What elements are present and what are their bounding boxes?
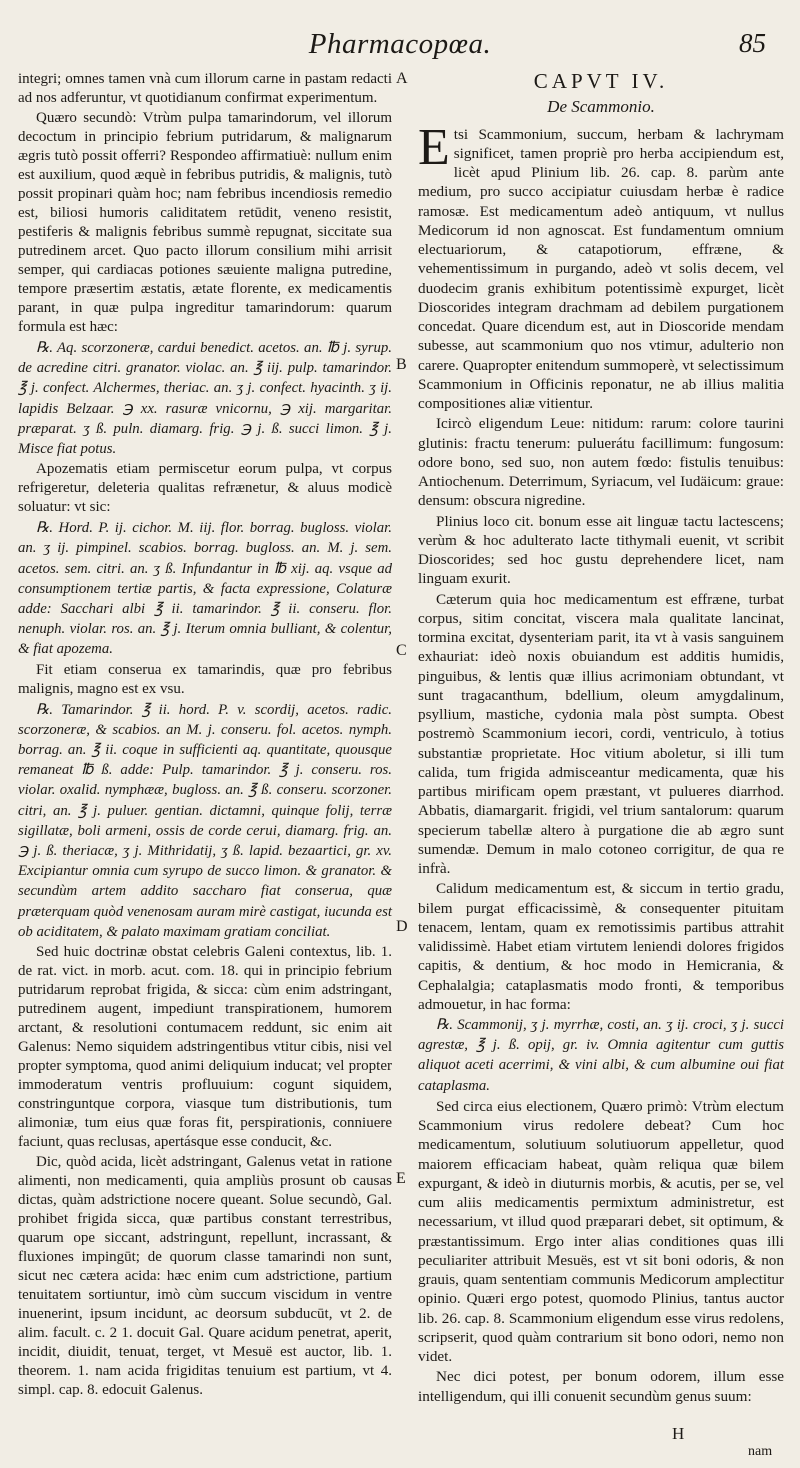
left-paragraph-5: Sed huic doctrinæ obstat celebris Galeni contextus, lib. 1. de rat. vict. in morb. acut. com. 18. qui in principio febrium putridarum reprobat frigida, & sicca: cùm enim adstringant, putredinem augent, impediunt transpirationem, humorem arctant, & resolutioni contumacem reddunt, sic enim ait Galenus: Nemo siquidem adstringentibus vtitur cibis, nisi vel propter symptoma, quod animi deliquium inducat; vel propter immoderatum ventris profluuium: cogunt siquidem, constringuntque corpora, viasque tum distributionis, tum alimoniæ, tum eius quæ foras fit, perspirationis, conniuere faciunt, quas reclusas, apertásque esse conducit, &c. bbox=[18, 944, 392, 1151]
right-paragraph-2: Icircò eligendum Leue: nitidum: rarum: colore taurini glutinis: fractu tenerum: puluerátu facillimum: fungosum: odore bono, sed suo, non autem fœdo: fistulis tenuibus: Antiochenum. Deterrimum, Syriacum, vel Iudäicum: graue: densum: obscura nigredine. bbox=[418, 415, 784, 510]
right-paragraph-5: Calidum medicamentum est, & siccum in tertio gradu, bilem purgat efficacissimè, & consequenter pituitam tenacem, lentam, quam ex remotissimis partibus attrahit validissimè. Habet etiam virtutem leniendi dolores frigidos capitis, & dentium, & hoc modo in Hemicrania, & Cephalalgia; cataplasmatis modo fronti, & temporibus admouetur, in hac forma: bbox=[418, 880, 784, 1013]
right-prescription-1: ℞. Scammonij, ʒ j. myrrhæ, costi, an. ʒ ij. croci, ʒ j. succi agrestæ, ℥ j. ß. opij, gr. iv. Omnia agitentur cum guttis aliquot aceti acerrimi, & vini albi, & cum albumine oui fiat cataplasma. bbox=[418, 1017, 784, 1094]
margin-letter-e: E bbox=[396, 1170, 406, 1187]
right-paragraph-6: Sed circa eius electionem, Quæro primò: Vtrùm electum Scammonium virus redolere debeat? Cum hoc medicamentum, solutiuum solutiuorum appelletur, quod maiorem efficaciam habeat, quàm reliqua quæ bilem expurgant, & ideò in diuturnis morbis, & acutis, per se, vel cum aliis medicamentis permixtum administretur, est necessarium, vt illud quod præparari debet, sit optimum, & præstantissimum. Ergo inter alias conditiones quas illi peculiariter attribuit Mesuës, est vt sit boni odoris, & non grauis, quam sententiam communis Medicorum amplectitur opinio. Quæri ergo potest, quomodo Plinius, tantus auctor lib. 26. cap. 8. Scammonium eligendum esse virus redolens, scripserit, quod quàm contrarium sit bono odori, nemo non videt. bbox=[418, 1097, 784, 1366]
drop-cap: E bbox=[418, 118, 450, 176]
left-paragraph-4: Fit etiam conserua ex tamarindis, quæ pro febribus malignis, magno est ex vsu. bbox=[18, 661, 392, 697]
chapter-subtitle: De Scammonio. bbox=[547, 97, 655, 117]
margin-letter-d: D bbox=[396, 918, 408, 935]
right-paragraph-1-text: tsi Scammonium, succum, herbam & lachrymam significet, tamen propriè pro herba accipiendum est, licèt apud Plinium lib. 26. cap. 8. parùm ante medium, pro succo accipiatur cuiusdam herbæ è radice ramosæ. Est medicamentum adeò antiquum, vt nullus Medicorum id non agnoscat. Est fundamentum omnium electuariorum, & catapotiorum, effræne, & vehementissimum in purgando, adeò vt solis decem, vel duodecim granis exhibitum potentissimè expurget, licèt Dioscorides integram drachmam ad debilem purgationem concedat. Quare dicendum est, aut in Dioscoride mendam subesse, aut scammonium quo nos vtimur, adulterio non carere. Quapropter enitendum summoperè, vt selectissimum Scammonium in Officinis reponatur, ne ab illius malitia compositiones aliæ vitientur. bbox=[418, 125, 784, 412]
left-paragraph-1: integri; omnes tamen vnà cum illorum carne in pastam redacti ad nos adferuntur, vt quotidianum confirmat experimentum. bbox=[18, 71, 392, 106]
running-title: Pharmacopœa. bbox=[308, 28, 492, 60]
chapter-heading: CAPVT IV. bbox=[533, 69, 669, 93]
left-paragraph-3: Apozematis etiam permiscetur eorum pulpa, vt corpus refrigeretur, deleteria qualitas refrænetur, & aluus modicè soluatur: vt sic: bbox=[18, 461, 392, 516]
left-prescription-1: ℞. Aq. scorzoneræ, cardui benedict. acetos. an. ℔ j. syrup. de acredine citri. granator. violac. an. ℥ iij. pulp. tamarindor. ℥ j. confect. Alchermes, theriac. an. ʒ j. confect. hyacinth. ʒ ij. lapidis Belzaar. ℈ xx. rasuræ vnicornu, ℈ xij. margaritar. præparat. ʒ ß. puln. diamarg. frig. ℈ j. ß. succi limon. ℥ j. Misce fiat potus. bbox=[18, 340, 392, 458]
catchword: nam bbox=[748, 1444, 773, 1459]
right-column bbox=[418, 70, 784, 1407]
left-paragraph-2: Quæro secundò: Vtrùm pulpa tamarindorum, vel illorum decoctum in principio febrium putridarum, & malignarum ægris tutò possit offerri? Respondeo affirmatiuè: nullum enim est auxilium, quod æquè in febribus putridis, & malignis, tutò possit propinari quàm hoc; nam febribus incendiosis remedio est, biliosi humoris caliditatem retūdit, veneno resistit, pestiferis & malignis febribus summè repugnat, siccitate sua putredinem arcet. Quo pacto illorum consilium mihi arrisit semper, qui cardiacas potiones sæuiente maligna putredine, tempore præsertim æstatis, ætate florente, ex medicamentis parant, in quæ pulpa ingreditur tamarindorum: quarum formula est hæc: bbox=[18, 110, 392, 335]
margin-letter-b: B bbox=[396, 356, 407, 373]
left-column bbox=[18, 70, 392, 1401]
right-paragraph-3: Plinius loco cit. bonum esse ait linguæ tactu lactescens; verùm & hoc adulterato lacte tithymali euenit, vt scribit Dioscorides; sed hoc gustu deprehendere licet, nam linguam exurit. bbox=[418, 512, 784, 588]
margin-letter-a: A bbox=[396, 70, 408, 87]
signature-mark: H bbox=[672, 1424, 685, 1443]
right-paragraph-4: Cæterum quia hoc medicamentum est effræne, turbat corpus, sitim concitat, viscera mala qualitate lancinat, tormina excitat, dysenteriam parit, ita vt à vasis sanguinem exhauriat: ideò noxis obuiandum est additis humidis, pinguibus, & lentis quæ illius acrimoniam obtundant, vt sunt tragacanthum, bdellium, oleum amygdalinum, psyllium, mastiche, cydonia mala pòst sumpta. Obest postremò Scammonium iecori, cordi, ventriculo, à totius substantiæ proprietate. Hoc vitium aboletur, si illi tum calida, tum frigida admisceantur medicamenta, quæ his partibus mirificam opem præstant, vt pulueres diarrhod. Abbatis, diamargarit. frigidi, vel trium santalorum: quarum specierum tabellæ altero à purgatione die ab ægro sunt sumendæ. Demum in malo cotoneo corrigitur, de qua re infrà. bbox=[418, 590, 784, 877]
left-prescription-2: ℞. Hord. P. ij. cichor. M. iij. flor. borrag. bugloss. violar. an. ʒ ij. pimpinel. scabios. borrag. bugloss. an. M. j. sem. acetos. sem. citri. an. ʒ ß. Infundantur in ℔ xij. aq. vsque ad consumptionem tertiæ partis, & facta expressione, Colaturæ adde: Sacchari albi ℥ ii. tamarindor. ℥ ii. conseru. flor. nenuph. violar. ros. an. ℥ j. Iterum omnia bulliant, & colentur, & fiat apozema. bbox=[18, 520, 392, 658]
left-paragraph-6: Dic, quòd acida, licèt adstringant, Galenus vetat in ratione alimenti, non medicamenti, quia ampliùs prosunt ob causas dictas, quàm adstrictione nocere queant. Solue secundò, Gal. prohibet frigida sicca, quæ partibus constant terrestribus, quarum ope siccant, adstringunt, repellunt, incrassant, & fluxiones impingūt; de quorum classe tamarindi non sunt, sicut nec cætera acida: hæc enim cum adstrictione, partium tenuitatem sortiuntur, imò cùm succum viscidum in ventre inuenerint, ipsum incidunt, ac deorsum subducūt, vt 2. de alim. facult. c. 2 1. docuit Gal. Quare acidum penetrat, aperit, incidit, diuidit, tenuat, terget, vt Mesuë est auctor, lib. 1. theorem. 1. nam acida frigiditas tenuium est partium, vt 4. simpl. cap. 8. edocuit Galenus. bbox=[18, 1154, 392, 1399]
right-paragraph-7: Nec dici potest, per bonum odorem, illum esse intelligendum, qui illi conuenit secundùm genus suum: bbox=[418, 1368, 784, 1405]
page-number: 85 bbox=[739, 28, 766, 58]
left-prescription-3: ℞. Tamarindor. ℥ ii. hord. P. v. scordij, acetos. radic. scorzoneræ, & scabios. an M. j. conseru. fol. acetos. nymph. borrag. an. ℥ ii. coque in sufficienti aq. quantitate, quousque remaneat ℔ ß. adde: Pulp. tamarindor. ℥ j. conseru. ros. violar. oxalid. nymphææ, bugloss. an. ℥ ß. conseru. scorzoner. citri, an. ℥ j. puluer. gentian. dictamni, quinque folij, terræ sigillatæ, boli armeni, ossis de corde cerui, diamarg. frig. an. ℈ j. ß. theriacæ, ʒ j. Mithridatij, ʒ ß. lapid. bezaartici, gr. xv. Excipiantur omnia cum syrupo de succo limon. & granator. & secundùm artem addito saccharo fiat conserua, quæ præterquam quòd venenosam auram mirè castigat, iucunda est ob aciditatem, & palato maximam gratiam conciliat. bbox=[18, 701, 392, 940]
margin-letter-c: C bbox=[396, 642, 407, 659]
right-paragraph-1 bbox=[418, 118, 784, 414]
